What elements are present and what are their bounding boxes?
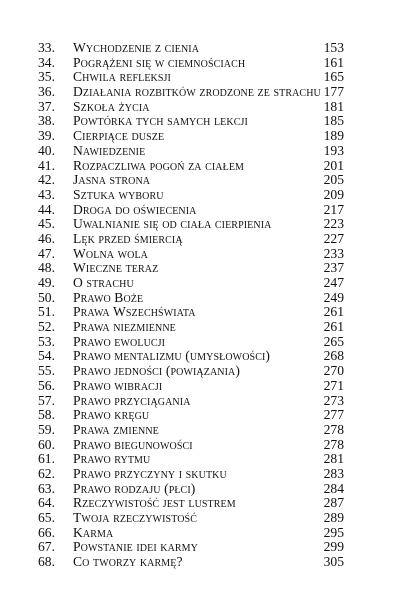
- chapter-title: Rozpaczliwa pogoń za ciałem: [73, 157, 245, 173]
- toc-entry: [38, 305, 344, 320]
- chapter-title: Prawa niezmienne: [73, 319, 176, 335]
- chapter-number: 45.: [38, 216, 55, 232]
- chapter-title: Powstanie idei karmy: [73, 539, 198, 555]
- chapter-number: 55.: [38, 363, 55, 379]
- page-number: 289: [323, 510, 344, 525]
- chapter-number: 65.: [38, 510, 55, 525]
- toc-entry: [38, 114, 344, 129]
- page-number: 177: [323, 84, 344, 100]
- chapter-number: 34.: [38, 54, 55, 70]
- toc-entry: [38, 511, 344, 526]
- chapter-number: 40.: [38, 142, 55, 158]
- chapter-number: 68.: [38, 554, 55, 570]
- toc-entry: [38, 232, 344, 247]
- page-number: 295: [323, 524, 344, 540]
- chapter-number: 62.: [38, 465, 55, 481]
- chapter-number: 35.: [38, 69, 55, 85]
- toc-entry: [38, 129, 344, 144]
- chapter-number: 51.: [38, 304, 55, 320]
- chapter-title: Prawo biegunowości: [73, 436, 193, 452]
- toc-entry: [38, 261, 344, 276]
- page-number: 217: [323, 201, 344, 217]
- chapter-title: Prawo przyczyny i skutku: [73, 465, 227, 481]
- page-number: 281: [323, 451, 344, 467]
- chapter-number: 63.: [38, 480, 55, 496]
- chapter-number: 38.: [38, 113, 55, 129]
- page-number: 205: [323, 172, 344, 188]
- toc-entry: [38, 217, 344, 232]
- chapter-title: Jasna strona: [73, 172, 151, 188]
- page-number: 270: [323, 363, 344, 379]
- chapter-title: Sztuka wyboru: [73, 186, 164, 202]
- chapter-number: 42.: [38, 172, 55, 188]
- toc-entry: [38, 540, 344, 555]
- toc-entry: [38, 394, 344, 409]
- page-number: 185: [323, 113, 344, 129]
- toc-entry: [38, 438, 344, 453]
- chapter-title: Prawo jedności (powiązania): [73, 363, 240, 379]
- chapter-title: Prawa zmienne: [73, 421, 159, 437]
- page-number: 284: [323, 480, 344, 496]
- toc-entry: [38, 291, 344, 306]
- chapter-number: 43.: [38, 186, 55, 202]
- toc-entry: [38, 335, 344, 350]
- chapter-number: 49.: [38, 275, 55, 290]
- page-number: 287: [323, 495, 344, 511]
- toc-entry: [38, 452, 344, 467]
- chapter-title: Powtórka tych samych lekcji: [73, 113, 248, 129]
- chapter-number: 57.: [38, 392, 55, 408]
- chapter-number: 56.: [38, 377, 55, 393]
- toc-entry: [38, 41, 344, 56]
- chapter-title: Nawiedzenie: [73, 142, 146, 158]
- page-number: 278: [323, 436, 344, 452]
- page-number: 223: [323, 216, 344, 232]
- toc-entry: [38, 482, 344, 497]
- toc-entry: [38, 349, 344, 364]
- chapter-title: Prawa Wszechświata: [73, 304, 196, 320]
- page-number: 165: [323, 69, 344, 85]
- toc-entry: [38, 56, 344, 71]
- toc-entry: [38, 555, 344, 570]
- page-number: 283: [323, 465, 344, 481]
- page-number: 261: [323, 304, 344, 320]
- chapter-title: Szkoła życia: [73, 98, 150, 114]
- chapter-number: 33.: [38, 40, 55, 55]
- chapter-number: 67.: [38, 539, 55, 555]
- toc-entry: [38, 159, 344, 174]
- chapter-number: 48.: [38, 260, 55, 276]
- chapter-title: Wychodzenie z cienia: [73, 40, 200, 55]
- toc-entry: [38, 408, 344, 423]
- chapter-title: Prawo kręgu: [73, 407, 150, 423]
- chapter-number: 58.: [38, 407, 55, 423]
- chapter-number: 52.: [38, 319, 55, 335]
- toc-entry: [38, 70, 344, 85]
- chapter-number: 61.: [38, 451, 55, 467]
- page-number: 261: [323, 319, 344, 335]
- toc-entry: [38, 276, 344, 291]
- page-number: 249: [323, 289, 344, 305]
- page-number: 201: [323, 157, 344, 173]
- chapter-number: 64.: [38, 495, 55, 511]
- chapter-title: Chwila refleksji: [73, 69, 171, 85]
- chapter-title: Uwalnianie się od ciała cierpienia: [73, 216, 272, 232]
- chapter-title: O strachu: [73, 275, 134, 290]
- page-number: 273: [323, 392, 344, 408]
- page-number: 271: [323, 377, 344, 393]
- chapter-title: Co tworzy karmę?: [73, 554, 183, 570]
- page-number: 193: [323, 142, 344, 158]
- toc-entry: [38, 379, 344, 394]
- page-number: 305: [323, 554, 344, 570]
- toc-entry: [38, 364, 344, 379]
- toc-entry: [38, 247, 344, 262]
- chapter-title: Karma: [73, 524, 114, 540]
- chapter-title: Cierpiące dusze: [73, 128, 165, 144]
- toc-entry: [38, 496, 344, 511]
- chapter-number: 66.: [38, 524, 55, 540]
- toc-entry: [38, 526, 344, 541]
- chapter-title: Rzeczywistość jest lustrem: [73, 495, 236, 511]
- toc-entry: [38, 467, 344, 482]
- chapter-title: Droga do oświecenia: [73, 201, 197, 217]
- chapter-title: Twoja rzeczywistość: [73, 510, 197, 525]
- chapter-number: 44.: [38, 201, 55, 217]
- page-number: 181: [323, 98, 344, 114]
- chapter-number: 46.: [38, 230, 55, 246]
- page-number: 189: [323, 128, 344, 144]
- toc-entry: [38, 423, 344, 438]
- chapter-title: Prawo przyciągania: [73, 392, 191, 408]
- chapter-number: 37.: [38, 98, 55, 114]
- chapter-title: Wolna wola: [73, 245, 148, 261]
- page-number: 209: [323, 186, 344, 202]
- chapter-title: Pogrążeni się w ciemnościach: [73, 54, 246, 70]
- chapter-number: 39.: [38, 128, 55, 144]
- chapter-title: Działania rozbitków zrodzone ze strachu: [73, 84, 321, 100]
- toc-entry: [38, 203, 344, 218]
- page-number: 278: [323, 421, 344, 437]
- chapter-title: Prawo rodzaju (płci): [73, 480, 196, 496]
- chapter-number: 50.: [38, 289, 55, 305]
- chapter-title: Lęk przed śmiercią: [73, 230, 183, 246]
- toc-entry: [38, 85, 344, 100]
- page-number: 227: [323, 230, 344, 246]
- page-number: 265: [323, 333, 344, 349]
- chapter-number: 59.: [38, 421, 55, 437]
- chapter-number: 53.: [38, 333, 55, 349]
- page-number: 277: [323, 407, 344, 423]
- chapter-number: 47.: [38, 245, 55, 261]
- page-number: 233: [323, 245, 344, 261]
- page-number: 299: [323, 539, 344, 555]
- toc-entry: [38, 173, 344, 188]
- page-number: 268: [323, 348, 344, 364]
- page-number: 247: [323, 275, 344, 290]
- page-number: 237: [323, 260, 344, 276]
- toc-entry: [38, 144, 344, 159]
- chapter-title: Prawo ewolucji: [73, 333, 166, 349]
- chapter-title: Prawo rytmu: [73, 451, 151, 467]
- chapter-title: Prawo Boże: [73, 289, 144, 305]
- chapter-title: Wieczne teraz: [73, 260, 159, 276]
- chapter-number: 36.: [38, 84, 55, 100]
- page-number: 153: [323, 40, 344, 55]
- toc-entry: [38, 100, 344, 115]
- chapter-number: 60.: [38, 436, 55, 452]
- chapter-title: Prawo mentalizmu (umysłowości): [73, 348, 271, 364]
- toc-entry: [38, 320, 344, 335]
- table-of-contents: [38, 41, 344, 570]
- toc-entry: [38, 188, 344, 203]
- chapter-number: 41.: [38, 157, 55, 173]
- chapter-title: Prawo wibracji: [73, 377, 163, 393]
- chapter-number: 54.: [38, 348, 55, 364]
- page-number: 161: [323, 54, 344, 70]
